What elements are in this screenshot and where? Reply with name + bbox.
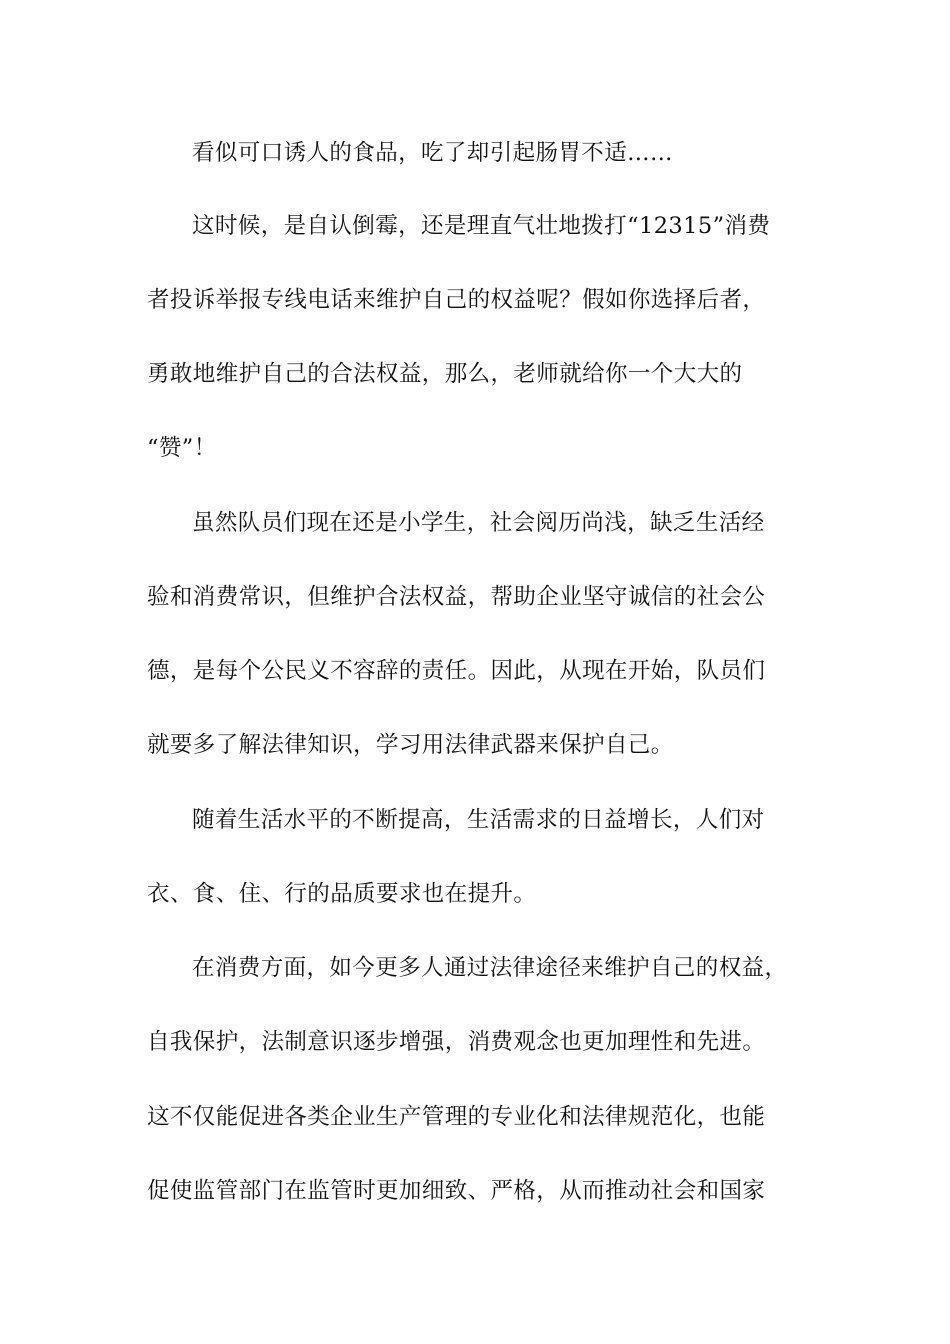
paragraph-5-line-2: 自我保护，法制意识逐步增强，消费观念也更加理性和先进。 <box>147 1029 766 1055</box>
paragraph-5-line-4: 促使监管部门在监管时更加细致、严格，从而推动社会和国家 <box>147 1178 766 1204</box>
paragraph-5-line-3: 这不仅能促进各类企业生产管理的专业化和法律规范化，也能 <box>147 1104 766 1130</box>
paragraph-4-line-2: 衣、食、住、行的品质要求也在提升。 <box>147 881 537 907</box>
paragraph-3-line-2: 验和消费常识，但维护合法权益，帮助企业坚守诚信的社会公 <box>147 584 766 610</box>
paragraph-3-line-3: 德，是每个公民义不容辞的责任。因此，从现在开始，队员们 <box>147 658 766 684</box>
paragraph-1-line-1: 看似可口诱人的食品，吃了却引起肠胃不适…… <box>192 140 673 166</box>
paragraph-2-line-1: 这时候，是自认倒霉，还是理直气壮地拨打“12315”消费 <box>192 213 771 239</box>
paragraph-3-line-1: 虽然队员们现在还是小学生，社会阅历尚浅，缺乏生活经 <box>192 510 765 536</box>
paragraph-2-line-3: 勇敢地维护自己的合法权益，那么，老师就给你一个大大的 <box>147 361 743 387</box>
paragraph-3-line-4: 就要多了解法律知识，学习用法律武器来保护自己。 <box>147 732 674 758</box>
paragraph-5-line-1: 在消费方面，如今更多人通过法律途径来维护自己的权益， <box>192 955 788 981</box>
paragraph-2-line-4: “赞”！ <box>147 435 217 461</box>
paragraph-4-line-1: 随着生活水平的不断提高，生活需求的日益增长，人们对 <box>192 807 765 833</box>
paragraph-2-line-2: 者投诉举报专线电话来维护自己的权益呢？假如你选择后者， <box>147 287 766 313</box>
